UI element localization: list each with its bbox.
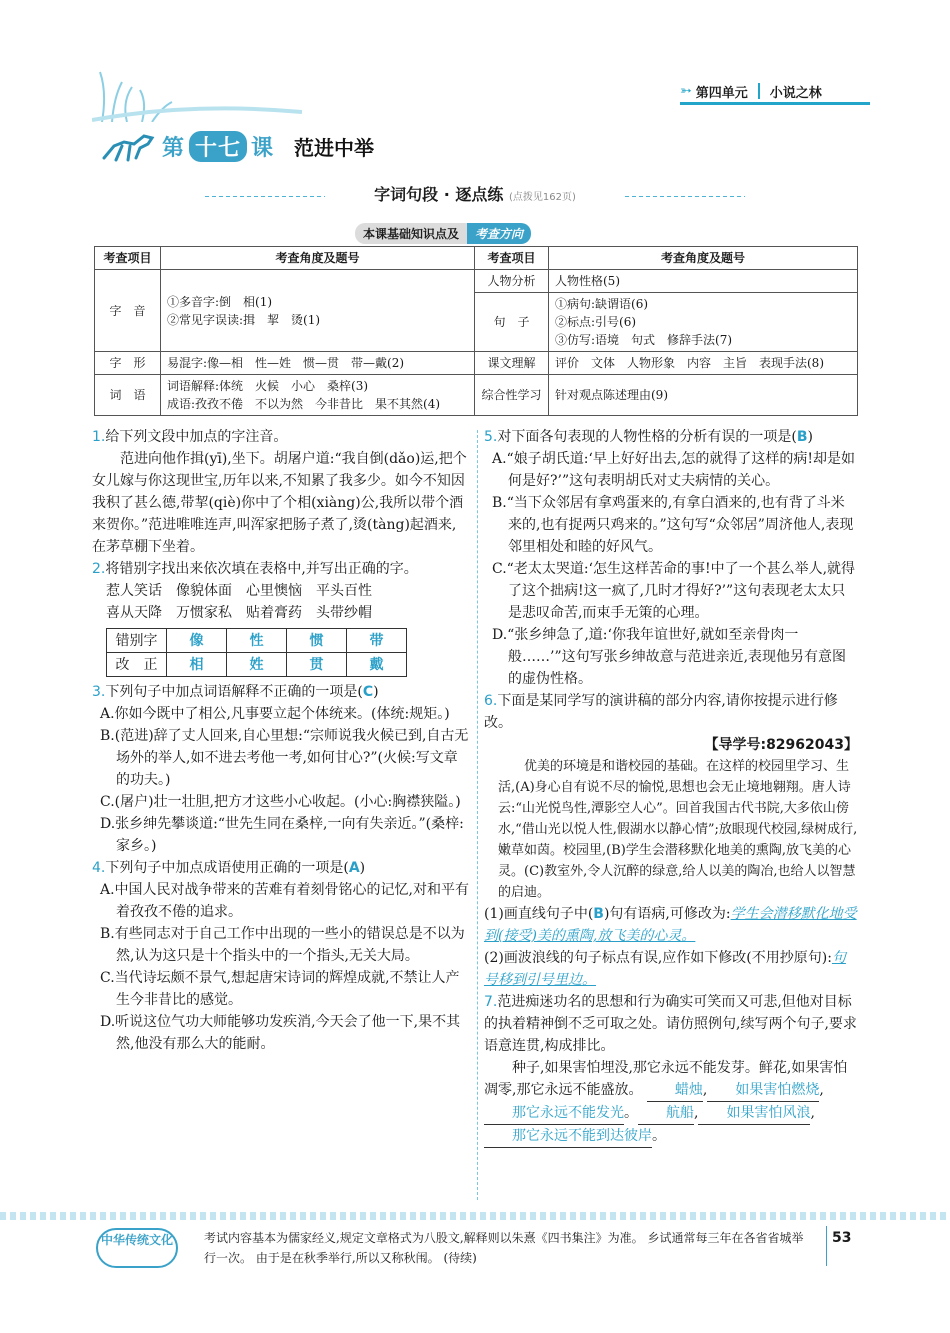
answer-blank: 如果害怕燃烧 xyxy=(707,1079,819,1102)
table-header-item: 考查项目 xyxy=(475,247,549,270)
option: B.有些同志对于自己工作中出现的一些小的错误总是不以为然,认为这只是十个指头中的一个指头,无关大局。 xyxy=(100,926,465,964)
table-detail: ①病句:缺谓语(6) ②标点:引号(6) ③仿写:语境 句式 修辞手法(7) xyxy=(549,293,858,352)
option: C.“老太太哭道:‘怎生这样苦命的事!中了一个甚么举人,就得了这个拙病!这一疯了,几时才得好?’”这句表现老太太只是悲叹命苦,而束手无策的心理。 xyxy=(492,561,856,621)
table-item: 字 音 xyxy=(95,270,161,352)
knowledge-badge xyxy=(355,222,531,244)
table-item: 人物分析 xyxy=(475,270,549,293)
handwritten-answer: 学生会潜移默化地受到(接受)美的熏陶,放飞美的心灵。 xyxy=(484,906,857,944)
answer-blank: 航船 xyxy=(638,1102,694,1125)
option: C.当代诗坛颇不景气,想起唐宋诗词的辉煌成就,不禁让人产生今非昔比的感觉。 xyxy=(100,970,460,1008)
answer-blank: 蜡烛 xyxy=(647,1079,703,1102)
dashed-line-left xyxy=(205,196,325,197)
knowledge-table xyxy=(94,246,858,416)
table-detail: 易混字:像—相 性—姓 惯—贯 带—戴(2) xyxy=(161,352,475,375)
sub-question-text: )句有语病,可修改为: xyxy=(603,906,731,922)
unit-label: 第四单元 xyxy=(695,85,748,101)
correct-char: 姓 xyxy=(227,653,287,677)
question-number: 7. xyxy=(484,994,498,1010)
unit-separator xyxy=(758,83,760,99)
answer: B xyxy=(593,906,604,922)
table-detail: ①多音字:倒 相(1) ②常见字误读:揖 挈 烫(1) xyxy=(161,270,475,352)
footer-text: 考试内容基本为儒家经义,规定文章格式为八股文,解释则以朱熹《四书集注》为准。 乡试通常每三年在各省省城举行一次。 由于是在秋季举行,所以又称秋闱。 (待续) xyxy=(204,1231,804,1265)
question-number: 3. xyxy=(92,684,106,700)
question-stem: 下列句子中加点词语解释不正确的一项是( xyxy=(105,684,363,700)
idiom-line: 喜从天降 万惯家私 贴着膏药 头带纱帽 xyxy=(106,605,372,621)
answer: B xyxy=(796,429,808,445)
page-number: 53 xyxy=(832,1230,852,1246)
option: B.(范进)辞了丈人回来,自心里想:“宗师说我火候已到,自古无场外的举人,如不进去考他一考,如何甘心?”(火候:写文章的功夫。) xyxy=(100,728,469,788)
question-number: 2. xyxy=(92,561,106,577)
answer-blank: 如果害怕风浪 xyxy=(698,1102,810,1125)
speech-passage: 优美的环境是和谐校园的基础。在这样的校园里学习、生活,(A)身心自有说不尽的愉悦,思想也会无止境地翱翔。唐人诗云:“山光悦鸟性,潭影空人心”。回首我国古代书院,大多依山傍水,“借山光以悦人性,假湖水以静心情”;放眼现代校园,绿树成行,嫩草如茵。校园里,(B)学生会潜移默化地美的熏陶,放飞美的心灵。(C)教室外,令人沉醉的绿意,给人以美的陶冶,也给人以智慧的启迪。 xyxy=(498,759,858,900)
question-number: 6. xyxy=(484,693,498,709)
question-stem: 下面是某同学写的演讲稿的部分内容,请你按提示进行修改。 xyxy=(484,693,838,731)
correct-row-label: 改 正 xyxy=(107,653,167,677)
option: A.中国人民对战争带来的苦难有着刻骨铭心的记忆,对和平有着孜孜不倦的追求。 xyxy=(100,882,470,920)
correct-char: 贯 xyxy=(287,653,347,677)
sub-question-1 xyxy=(484,903,858,947)
option: D.听说这位气功大师能够功发疾消,今天会了他一下,果不其然,他没有那么大的能耐。 xyxy=(100,1014,461,1052)
sub-question-text: (2)画波浪线的句子标点有误,应作如下修改(不用抄原句): xyxy=(484,950,832,966)
table-item: 句 子 xyxy=(475,293,549,352)
question-3 xyxy=(92,681,470,857)
guide-number: 【导学号:82962043】 xyxy=(704,737,858,753)
culture-logo: 中华传统文化 xyxy=(96,1228,178,1268)
correct-char: 戴 xyxy=(347,653,407,677)
table-header-detail: 考查角度及题号 xyxy=(549,247,858,270)
left-column xyxy=(92,426,470,1055)
question-stem: 给下列文段中加点的字注音。 xyxy=(105,429,288,445)
question-number: 5. xyxy=(484,429,498,445)
section-ref: (点拨见162页) xyxy=(508,192,576,203)
wrong-char: 带 xyxy=(347,629,407,653)
unit-header xyxy=(680,80,822,102)
horse-icon xyxy=(100,128,156,164)
lesson-header xyxy=(100,128,374,164)
table-detail: 词语解释:体统 火候 小心 桑梓(3) 成语:孜孜不倦 不以为然 今非昔比 果不其然(4) xyxy=(161,375,475,416)
question-2 xyxy=(92,558,470,677)
answer: A xyxy=(348,860,360,876)
answer-blank: 那它永远不能到达彼岸 xyxy=(484,1125,652,1148)
sub-question-text: (1)画直线句子中( xyxy=(484,906,594,922)
option: B.“当下众邻居有拿鸡蛋来的,有拿白酒来的,也有背了斗米来的,也有捉两只鸡来的。”这句写“众邻居”周济他人,表现邻里相处和睦的好风气。 xyxy=(492,495,854,555)
table-detail: 人物性格(5) xyxy=(549,270,858,293)
table-detail: 针对观点陈述理由(9) xyxy=(549,375,858,416)
option: A.“娘子胡氏道:‘早上好好出去,怎的就得了这样的病!却是如何是好?’”这句表明胡氏对丈夫病情的关心。 xyxy=(492,451,855,489)
grass-decoration xyxy=(92,62,302,122)
lesson-title: 范进中举 xyxy=(294,135,375,160)
question-4 xyxy=(92,857,470,1055)
arrow-icon: ➳ xyxy=(680,83,692,99)
paren-close: ) xyxy=(373,684,379,700)
footer-bar xyxy=(0,1212,950,1220)
unit-name: 小说之林 xyxy=(769,85,822,101)
unit-underline xyxy=(680,102,870,105)
table-item: 词 语 xyxy=(95,375,161,416)
table-detail: 评价 文体 人物形象 内容 主旨 表现手法(8) xyxy=(549,352,858,375)
question-stem: 下列句子中加点成语使用正确的一项是( xyxy=(105,860,349,876)
question-passage: 范进向他作揖(yī),坐下。胡屠户道:“我自倒(dǎo)运,把个女儿嫁与你这现世宝,历年以来,不知累了我多少。如今不知因我积了甚么德,带挈(qiè)你中了个相(xiàng)公,我所以带个酒来贺你。”范进唯唯连声,叫浑家把肠子煮了,烫(tàng)起酒来,在茅草棚下坐着。 xyxy=(92,451,467,555)
question-stem: 范进痴迷功名的思想和行为确实可笑而又可悲,但他对目标的执着精神倒不乏可取之处。请仿照例句,续写两个句子,要求语意连贯,构成排比。 xyxy=(484,994,857,1054)
table-item: 课文理解 xyxy=(475,352,549,375)
handwritten-answer: 句号移到引号里边。 xyxy=(484,950,846,988)
example-text: 种子,如果害怕埋没,那它永远不能发芽。鲜花,如果害怕凋零,那它永远不能盛放。 xyxy=(484,1060,848,1098)
page-separator xyxy=(826,1226,827,1266)
error-row-label: 错别字 xyxy=(107,629,167,653)
section-title-text: 字词句段 · 逐点练 xyxy=(374,185,504,204)
badge-right: 考查方向 xyxy=(467,223,531,244)
question-number: 4. xyxy=(92,860,106,876)
table-header-detail: 考查角度及题号 xyxy=(161,247,475,270)
lesson-prefix: 第 xyxy=(162,135,186,161)
answer-blank: 那它永远不能发光 xyxy=(484,1102,624,1125)
question-number: 1. xyxy=(92,429,106,445)
column-divider xyxy=(477,430,478,1200)
question-5 xyxy=(484,426,858,690)
error-table xyxy=(106,628,407,677)
dashed-line-right xyxy=(625,196,745,197)
lesson-no: 十七 xyxy=(189,131,247,162)
option: A.你如今既中了相公,凡事要立起个体统来。(体统:规矩。) xyxy=(100,706,450,722)
wrong-char: 性 xyxy=(227,629,287,653)
idiom-line: 惹人笑话 像貌体面 心里懊恼 平头百性 xyxy=(106,583,372,599)
table-item: 综合性学习 xyxy=(475,375,549,416)
lesson-number xyxy=(160,131,276,162)
paren-close: ) xyxy=(807,429,813,445)
option: D.“张乡绅急了,道:‘你我年谊世好,就如至亲骨肉一般……’”这句写张乡绅故意与范进亲近,表现他另有意图的虚伪性格。 xyxy=(492,627,847,687)
question-stem: 对下面各句表现的人物性格的分析有误的一项是( xyxy=(497,429,797,445)
sub-question-2 xyxy=(484,947,858,991)
question-stem: 将错别字找出来依次填在表格中,并写出正确的字。 xyxy=(105,561,418,577)
question-7 xyxy=(484,991,858,1148)
question-1 xyxy=(92,426,470,558)
option: C.(屠户)壮一壮胆,把方才这些小心收起。(小心:胸襟狭隘。) xyxy=(100,794,461,810)
example-sentence: 种子,如果害怕埋没,那它永远不能发芽。鲜花,如果害怕凋零,那它永远不能盛放。 蜡烛, 如果害怕燃烧,那它永远不能发光。 航船, 如果害怕风浪,那它永远不能到达彼岸。 xyxy=(484,1057,858,1148)
table-header-item: 考查项目 xyxy=(95,247,161,270)
right-column xyxy=(484,426,858,1148)
answer: C xyxy=(362,684,374,700)
option: D.张乡绅先攀谈道:“世先生同在桑梓,一向有失亲近。”(桑梓:家乡。) xyxy=(100,816,464,854)
badge-left: 本课基础知识点及 xyxy=(355,223,467,244)
question-6 xyxy=(484,690,858,991)
paren-close: ) xyxy=(359,860,366,876)
section-title xyxy=(225,182,725,208)
table-item: 字 形 xyxy=(95,352,161,375)
lesson-suffix: 课 xyxy=(251,135,275,161)
correct-char: 相 xyxy=(167,653,227,677)
wrong-char: 像 xyxy=(167,629,227,653)
wrong-char: 惯 xyxy=(287,629,347,653)
